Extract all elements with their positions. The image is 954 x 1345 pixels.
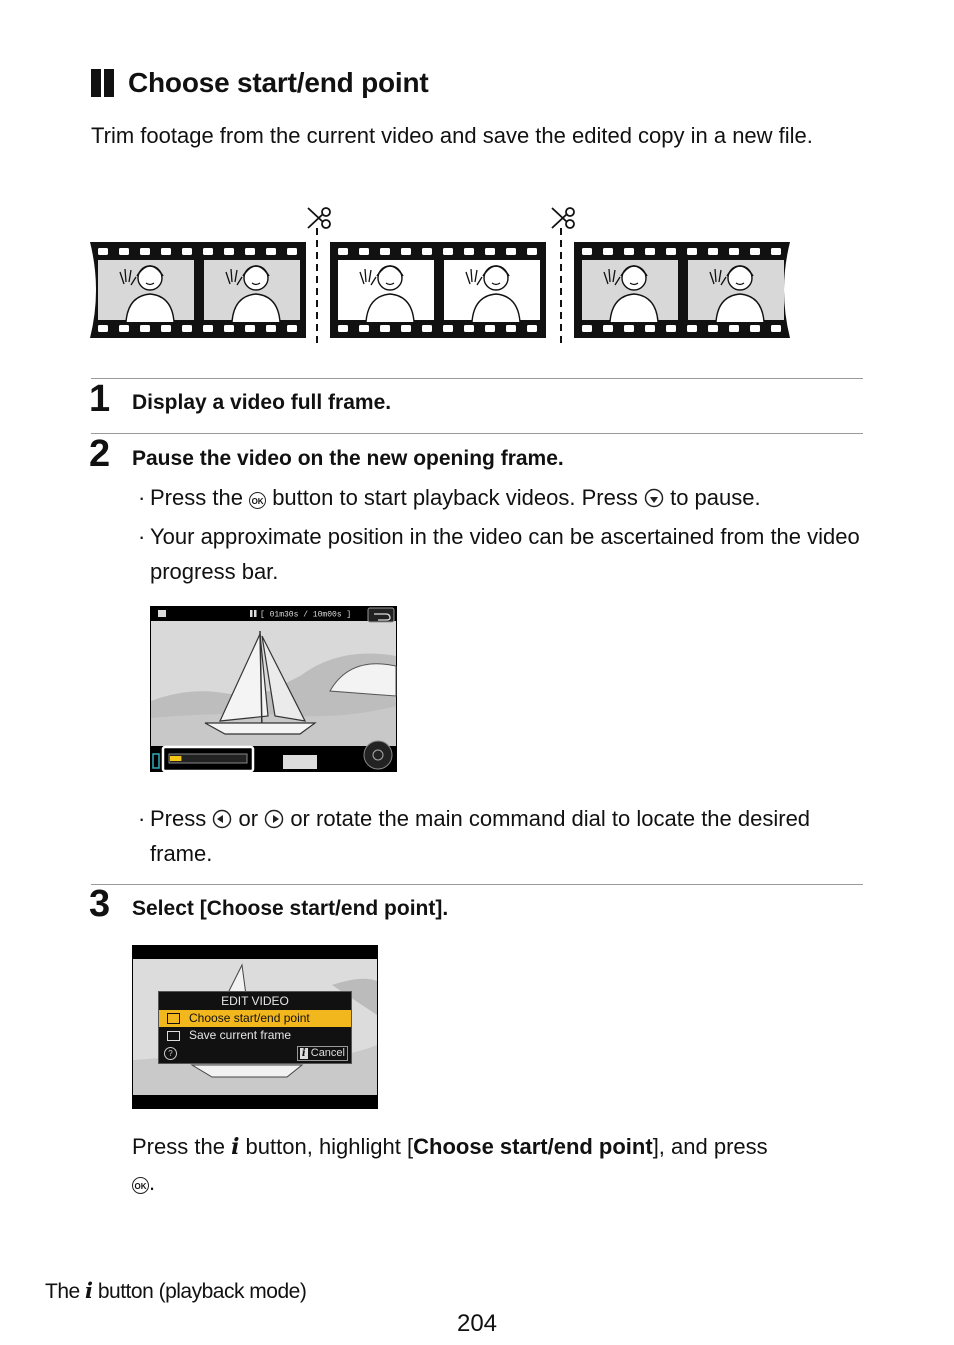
playback-time: [ 01m30s / 10m00s ]	[260, 610, 352, 620]
sprocket-hole	[119, 248, 129, 255]
edit-video-menu	[158, 991, 352, 1064]
sprocket-hole	[359, 325, 369, 332]
sprocket-hole	[624, 248, 634, 255]
sprocket-hole	[771, 248, 781, 255]
cancel-button[interactable]	[297, 1046, 348, 1061]
step-divider	[91, 884, 863, 885]
sprocket-hole	[422, 325, 432, 332]
step-title: Pause the video on the new opening frame.	[132, 447, 564, 470]
sprocket-hole	[161, 325, 171, 332]
sprocket-hole	[266, 325, 276, 332]
sprocket-hole	[287, 248, 297, 255]
menu-item-label: Choose start/end point	[189, 1011, 310, 1025]
sprocket-hole	[485, 248, 495, 255]
bullet-text: Your approximate position in the video can be ascertained from the video progress bar.	[150, 524, 860, 584]
sprocket-hole	[401, 325, 411, 332]
sprocket-hole	[98, 325, 108, 332]
sprocket-hole	[140, 248, 150, 255]
help-icon: ?	[164, 1047, 177, 1060]
instruction-bold: Choose start/end point	[413, 1134, 653, 1159]
instruction-text: Press the	[132, 1134, 225, 1159]
save-frame-icon	[167, 1031, 180, 1041]
i-button-icon: i	[85, 1278, 93, 1303]
cancel-label: Cancel	[310, 1047, 345, 1059]
sprocket-hole	[401, 248, 411, 255]
footer-text: The	[45, 1280, 80, 1303]
section-heading	[91, 66, 429, 100]
film-strip	[330, 242, 546, 338]
multi-selector-right-icon	[264, 809, 284, 829]
sprocket-hole	[485, 325, 495, 332]
playback-screen	[150, 606, 397, 772]
sprocket-hole	[729, 248, 739, 255]
ok-button-icon: OK	[132, 1177, 149, 1194]
sprocket-hole	[203, 325, 213, 332]
sprocket-hole	[729, 325, 739, 332]
instruction-text: ], and press	[652, 1134, 768, 1159]
sprocket-hole	[443, 325, 453, 332]
step-title: Select [Choose start/end point].	[132, 897, 449, 920]
sprocket-hole	[708, 325, 718, 332]
bullet-item	[138, 480, 862, 515]
step3-instruction: Press the i button, highlight [Choose start/end point], and press OK .	[132, 1134, 768, 1195]
step-divider	[91, 378, 863, 379]
sprocket-hole	[527, 248, 537, 255]
sprocket-hole	[119, 325, 129, 332]
bullet-dot: ·	[138, 485, 146, 510]
bullet-item	[138, 801, 862, 871]
instruction-text: button, highlight [	[245, 1134, 414, 1159]
sprocket-hole	[245, 248, 255, 255]
sprocket-hole	[582, 325, 592, 332]
sprocket-hole	[266, 248, 276, 255]
bullet-text: or rotate the main command dial to locate the desired frame.	[150, 806, 811, 866]
sprocket-hole	[666, 248, 676, 255]
sprocket-hole	[771, 325, 781, 332]
multi-selector-down-icon	[644, 488, 664, 508]
sprocket-hole	[140, 325, 150, 332]
sprocket-hole	[464, 325, 474, 332]
sprocket-hole	[750, 325, 760, 332]
step-divider	[91, 433, 863, 434]
intro-text: Trim footage from the current video and save the edited copy in a new file.	[91, 123, 813, 148]
step-number: 2	[89, 433, 111, 475]
bullet-text: Press	[150, 806, 207, 831]
sprocket-hole	[338, 248, 348, 255]
video-progress-bar	[170, 756, 181, 761]
bullet-text: Press the	[150, 485, 243, 510]
sprocket-hole	[287, 325, 297, 332]
heading-marker-icon	[91, 69, 114, 97]
film-strip-illustration	[88, 200, 798, 350]
menu-item-choose-start-end[interactable]	[159, 1010, 351, 1027]
sprocket-hole	[380, 248, 390, 255]
film-strip	[574, 242, 794, 338]
footer-note	[45, 1278, 306, 1304]
bullet-item	[138, 519, 862, 589]
page-title: Choose start/end point	[128, 67, 429, 98]
sprocket-hole	[182, 325, 192, 332]
sprocket-hole	[506, 325, 516, 332]
sprocket-hole	[443, 248, 453, 255]
i-button-icon: i	[231, 1134, 240, 1160]
playback-image	[150, 606, 397, 772]
sprocket-hole	[422, 248, 432, 255]
sprocket-hole	[527, 325, 537, 332]
sprocket-hole	[359, 248, 369, 255]
sprocket-hole	[245, 325, 255, 332]
menu-title: EDIT VIDEO	[221, 994, 289, 1008]
footer-text: button (playback mode)	[97, 1280, 307, 1303]
sprocket-hole	[624, 325, 634, 332]
scissors-icon	[308, 208, 330, 228]
sprocket-hole	[603, 248, 613, 255]
sprocket-hole	[750, 248, 760, 255]
sprocket-hole	[582, 248, 592, 255]
page-number: 204	[456, 1310, 498, 1337]
sprocket-hole	[687, 248, 697, 255]
edit-video-screen	[132, 945, 378, 1109]
multi-selector-left-icon	[212, 809, 232, 829]
step-number: 1	[89, 378, 111, 420]
sprocket-hole	[645, 248, 655, 255]
sprocket-hole	[687, 325, 697, 332]
sprocket-hole	[224, 325, 234, 332]
bullet-text: to pause.	[670, 485, 761, 510]
ok-button-icon: OK	[249, 492, 266, 509]
sprocket-hole	[98, 248, 108, 255]
menu-item-label: Save current frame	[189, 1028, 292, 1042]
menu-item-save-current-frame[interactable]	[159, 1027, 351, 1044]
bullet-dot: ·	[138, 806, 146, 831]
menu-footer	[159, 1044, 351, 1061]
scissors-icon	[552, 208, 574, 228]
sprocket-hole	[161, 248, 171, 255]
i-button-icon: i	[301, 1048, 306, 1059]
sprocket-hole	[645, 325, 655, 332]
bullet-text: button to start playback videos. Press	[272, 485, 638, 510]
step-title: Display a video full frame.	[132, 391, 392, 414]
sprocket-hole	[182, 248, 192, 255]
step-number: 3	[89, 883, 111, 925]
sprocket-hole	[603, 325, 613, 332]
sprocket-hole	[338, 325, 348, 332]
sprocket-hole	[224, 248, 234, 255]
sprocket-hole	[506, 248, 516, 255]
sprocket-hole	[380, 325, 390, 332]
film-strip	[88, 242, 306, 338]
sprocket-hole	[203, 248, 213, 255]
bullet-text: or	[238, 806, 259, 831]
trim-icon	[167, 1013, 180, 1024]
bullet-dot: ·	[138, 524, 146, 549]
sprocket-hole	[708, 248, 718, 255]
sprocket-hole	[666, 325, 676, 332]
sprocket-hole	[464, 248, 474, 255]
